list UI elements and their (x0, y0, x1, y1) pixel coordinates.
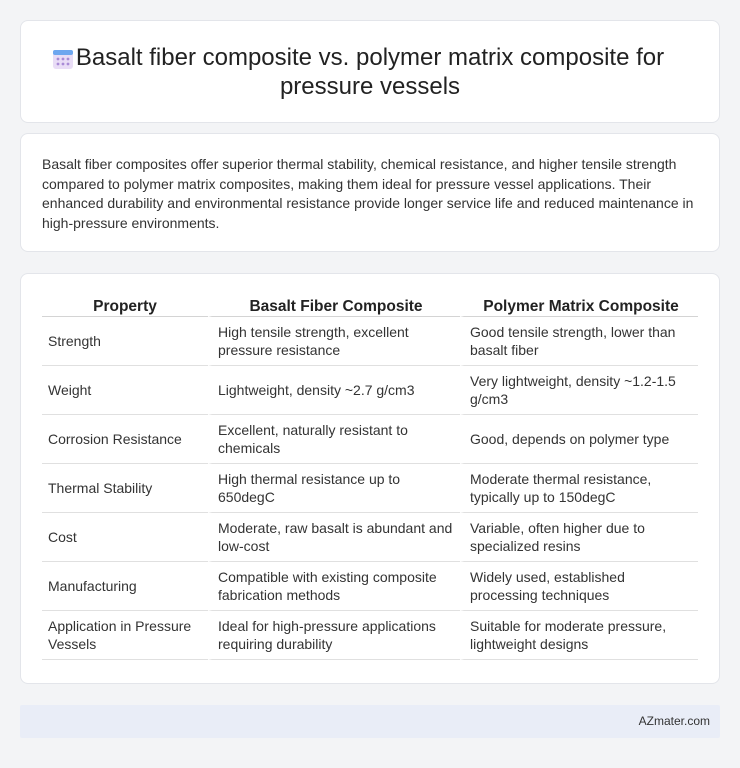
table-row (42, 562, 698, 611)
table-cell-polymer: Good tensile strength, lower than basalt fiber (460, 317, 698, 366)
table-cell-polymer: Suitable for moderate pressure, lightweight designs (460, 611, 698, 660)
table-cell-basalt: High thermal resistance up to 650degC (208, 464, 460, 513)
page-title: Basalt fiber composite vs. polymer matrix composite for pressure vessels (75, 44, 665, 100)
comparison-table (42, 295, 698, 660)
table-cell-property: Corrosion Resistance (42, 415, 208, 464)
table-row (42, 366, 698, 415)
table-row (42, 513, 698, 562)
table-cell-basalt: Lightweight, density ~2.7 g/cm3 (208, 366, 460, 415)
summary-text: Basalt fiber composites offer superior thermal stability, chemical resistance, and higher tensile strength compared to polymer matrix composites, making them ideal for pressure vessel applications. Their enhanced durability and environmental resistance provide longer service life and reduced maintenance in high-pressure environments. (42, 156, 694, 231)
column-header-property: Property (42, 295, 208, 317)
comparison-card (20, 273, 720, 684)
table-cell-property: Thermal Stability (42, 464, 208, 513)
column-header-basalt: Basalt Fiber Composite (208, 295, 460, 317)
table-row (42, 317, 698, 366)
table-cell-basalt: Moderate, raw basalt is abundant and low-cost (208, 513, 460, 562)
table-cell-basalt: Compatible with existing composite fabrication methods (208, 562, 460, 611)
table-cell-polymer: Very lightweight, density ~1.2-1.5 g/cm3 (460, 366, 698, 415)
table-cell-basalt: Ideal for high-pressure applications requiring durability (208, 611, 460, 660)
table-cell-property: Application in Pressure Vessels (42, 611, 208, 660)
table-cell-property: Manufacturing (42, 562, 208, 611)
table-cell-property: Cost (42, 513, 208, 562)
table-row (42, 611, 698, 660)
footer (20, 705, 720, 738)
table-header-row (42, 295, 698, 317)
table-cell-property: Weight (42, 366, 208, 415)
footer-site-link[interactable]: AZmater.com (638, 714, 710, 728)
table-cell-polymer: Moderate thermal resistance, typically up to 150degC (460, 464, 698, 513)
table-cell-property: Strength (42, 317, 208, 366)
table-row (42, 464, 698, 513)
table-row (42, 415, 698, 464)
summary-card (20, 133, 720, 252)
table-cell-basalt: High tensile strength, excellent pressure resistance (208, 317, 460, 366)
table-cell-polymer: Variable, often higher due to specialized resins (460, 513, 698, 562)
table-cell-polymer: Widely used, established processing techniques (460, 562, 698, 611)
table-cell-basalt: Excellent, naturally resistant to chemicals (208, 415, 460, 464)
column-header-polymer: Polymer Matrix Composite (460, 295, 698, 317)
table-cell-polymer: Good, depends on polymer type (460, 415, 698, 464)
title-card (20, 20, 720, 123)
